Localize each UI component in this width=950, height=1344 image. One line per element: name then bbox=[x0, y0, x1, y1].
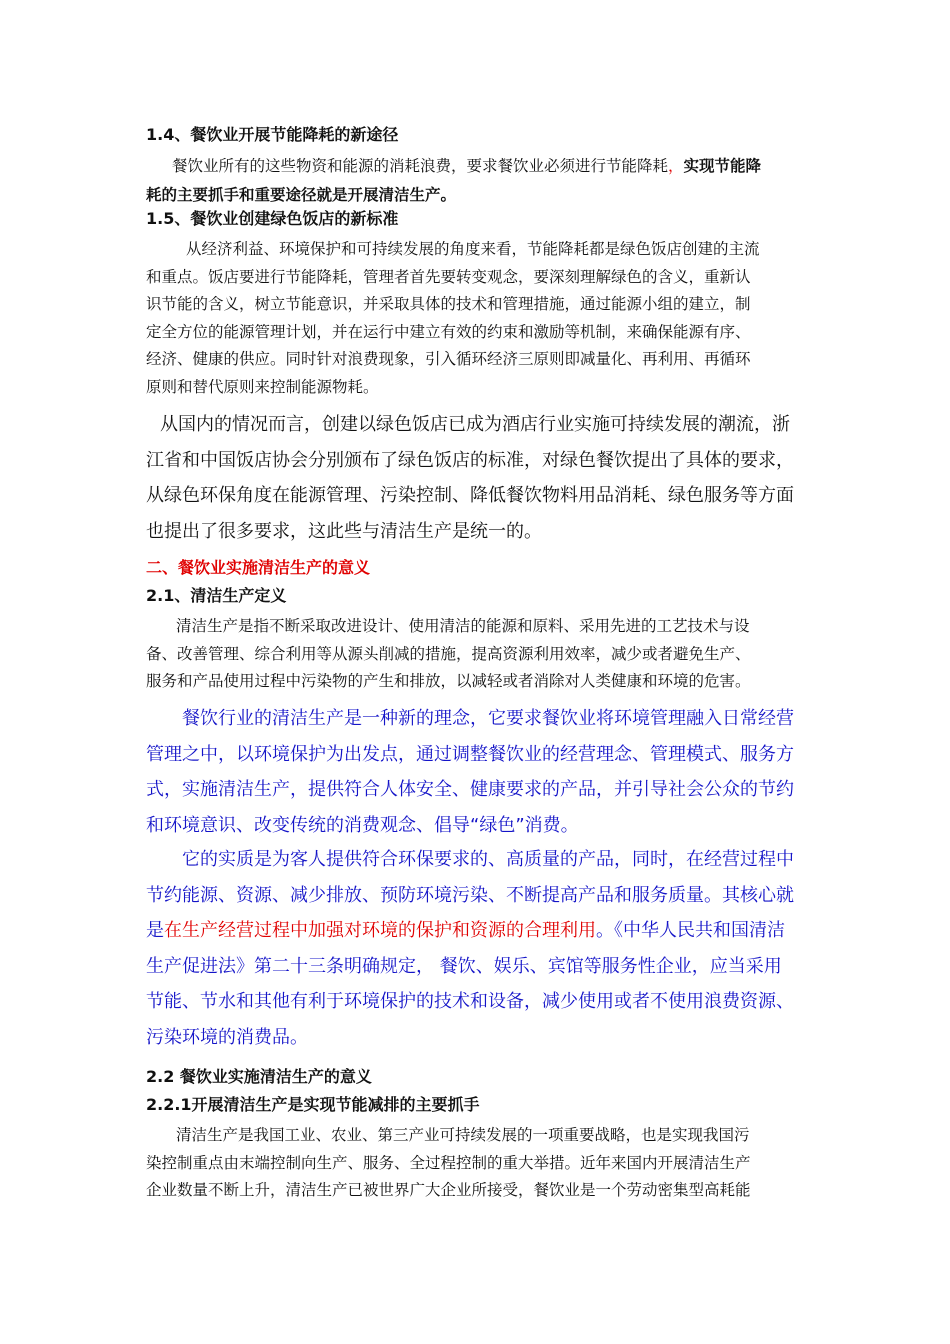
paragraph-line: 经济、健康的供应。同时针对浪费现象，引入循环经济三原则即减量化、再利用、再循环 bbox=[146, 350, 751, 368]
paragraph-line: 它的实质是为客人提供符合环保要求的、高质量的产品，同时，在经营过程中 bbox=[182, 849, 794, 870]
paragraph-line: 和环境意识、改变传统的消费观念、倡导“绿色”消费。 bbox=[146, 814, 579, 836]
paragraph-line: 生产促进法》第二十三条明确规定， 餐饮、娱乐、宾馆等服务性企业，应当采用 bbox=[146, 955, 782, 977]
paragraph-line: 定全方位的能源管理计划，并在运行中建立有效的约束和激励等机制，来确保能源有序、 bbox=[146, 322, 751, 341]
heading-2-2: 2.2 餐饮业实施清洁生产的意义 bbox=[146, 1067, 372, 1086]
paragraph-1-5-a bbox=[146, 236, 808, 401]
text-run: 。《中华人民共和国清洁 bbox=[596, 920, 785, 941]
paragraph-line: 式，实施清洁生产，提供符合人体安全、健康要求的产品，并引导社会公众的节约 bbox=[146, 779, 794, 800]
paragraph-line bbox=[146, 913, 808, 949]
paragraph-2-2-1 bbox=[146, 1122, 808, 1205]
paragraph-line: 企业数量不断上升，清洁生产已被世界广大企业所接受，餐饮业是一个劳动密集型高耗能 bbox=[146, 1181, 751, 1199]
text-run: 在生产经营过程中加强对环境的保护和资源的合理利用 bbox=[164, 920, 596, 941]
paragraph-2-1-c bbox=[146, 842, 808, 1055]
paragraph-line: 污染环境的消费品。 bbox=[146, 1026, 308, 1048]
heading-section-2: 二、餐饮业实施清洁生产的意义 bbox=[146, 558, 371, 577]
paragraph-line: 餐饮行业的清洁生产是一种新的理念，它要求餐饮业将环境管理融入日常经营 bbox=[182, 708, 794, 729]
paragraph-line: 备、改善管理、综合利用等从源头削减的措施，提高资源利用效率，减少或者避免生产、 bbox=[146, 644, 751, 663]
paragraph-line: 从经济利益、环境保护和可持续发展的角度来看，节能降耗都是绿色饭店创建的主流 bbox=[186, 240, 760, 258]
paragraph-line: 服务和产品使用过程中污染物的产生和排放，以减轻或者消除对人类健康和环境的危害。 bbox=[146, 672, 751, 690]
paragraph-1-4 bbox=[146, 152, 808, 208]
paragraph-line: 管理之中，以环境保护为出发点，通过调整餐饮业的经营理念、管理模式、服务方 bbox=[146, 743, 794, 765]
paragraph-line: 原则和替代原则来控制能源物耗。 bbox=[146, 377, 379, 396]
paragraph-2-1-a bbox=[146, 613, 808, 696]
paragraph-2-1-b bbox=[146, 701, 808, 843]
paragraph-line: 从绿色环保角度在能源管理、污染控制、降低餐饮物料用品消耗、绿色服务等方面 bbox=[146, 485, 794, 506]
paragraph-line: 染控制重点由末端控制向生产、服务、全过程控制的重大举措。近年来国内开展清洁生产 bbox=[146, 1153, 751, 1172]
heading-1-5: 1.5、餐饮业创建绿色饭店的新标准 bbox=[146, 209, 399, 228]
text-run: 是 bbox=[146, 920, 164, 941]
heading-2-1: 2.1、清洁生产定义 bbox=[146, 586, 287, 605]
paragraph-line: 从国内的情况而言，创建以绿色饭店已成为酒店行业实施可持续发展的潮流，浙 bbox=[160, 414, 790, 435]
text-run: ， bbox=[668, 157, 684, 175]
paragraph-line: 清洁生产是指不断采取改进设计、使用清洁的能源和原料、采用先进的工艺技术与设 bbox=[176, 617, 750, 635]
paragraph-line: 清洁生产是我国工业、农业、第三产业可持续发展的一项重要战略，也是实现我国污 bbox=[176, 1126, 750, 1144]
paragraph-line: 耗的主要抓手和重要途径就是开展清洁生产。 bbox=[146, 184, 457, 204]
paragraph-line: 识节能的含义，树立节能意识，并采取具体的技术和管理措施，通过能源小组的建立，制 bbox=[146, 295, 751, 313]
paragraph-line: 节能、节水和其他有利于环境保护的技术和设备，减少使用或者不使用浪费资源、 bbox=[146, 991, 794, 1012]
paragraph-line bbox=[146, 152, 808, 181]
text-run: 实现节能降 bbox=[683, 156, 762, 175]
text-run: 餐饮业所有的这些物资和能源的消耗浪费，要求餐饮业必须进行节能降耗 bbox=[172, 157, 669, 175]
paragraph-line: 节约能源、资源、减少排放、预防环境污染、不断提高产品和服务质量。其核心就 bbox=[146, 884, 794, 906]
paragraph-line: 江省和中国饭店协会分别颁布了绿色饭店的标准，对绿色餐饮提出了具体的要求， bbox=[146, 449, 794, 471]
heading-1-4: 1.4、餐饮业开展节能降耗的新途径 bbox=[146, 125, 399, 144]
paragraph-line: 和重点。饭店要进行节能降耗，管理者首先要转变观念，要深刻理解绿色的含义，重新认 bbox=[146, 267, 751, 286]
heading-2-2-1: 2.2.1开展清洁生产是实现节能减排的主要抓手 bbox=[146, 1095, 480, 1114]
paragraph-line: 也提出了很多要求，这此些与清洁生产是统一的。 bbox=[146, 520, 542, 542]
paragraph-1-5-b bbox=[146, 407, 808, 549]
